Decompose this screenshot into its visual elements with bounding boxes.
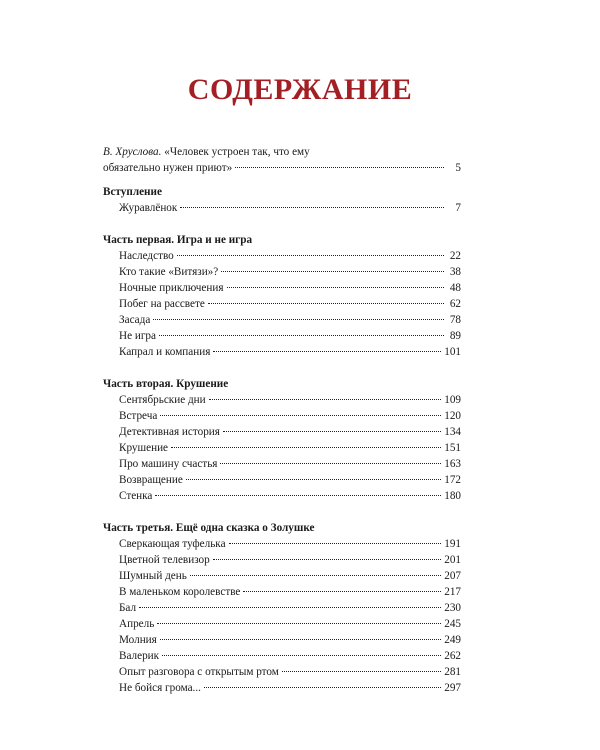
toc-entry[interactable] xyxy=(103,408,461,424)
dot-leader xyxy=(227,287,444,288)
toc-entry-title: Опыт разговора с открытым ртом xyxy=(119,666,279,678)
toc-entry-title: Наследство xyxy=(119,250,174,262)
toc-entry[interactable] xyxy=(103,456,461,472)
toc-entry-page: 151 xyxy=(444,442,461,454)
toc-entry-page: 297 xyxy=(444,682,461,694)
toc-entry-page: 245 xyxy=(444,618,461,630)
toc-entry-page: 134 xyxy=(444,426,461,438)
toc-entry[interactable] xyxy=(103,600,461,616)
dot-leader xyxy=(153,319,444,320)
toc-entry-page: 120 xyxy=(444,410,461,422)
toc-entry-title: Цветной телевизор xyxy=(119,554,210,566)
toc-entry-title: Шумный день xyxy=(119,570,187,582)
dot-leader xyxy=(139,607,441,608)
section-heading: Часть третья. Ещё одна сказка о Золушке xyxy=(103,522,315,534)
toc-entry[interactable] xyxy=(103,200,461,216)
toc-entry-page: 262 xyxy=(444,650,461,662)
toc-entry[interactable] xyxy=(103,648,461,664)
toc-entry[interactable] xyxy=(103,264,461,280)
intro-text-line-1: «Человек устроен так, что ему xyxy=(161,146,310,158)
intro-author: В. Хруслова. xyxy=(103,146,162,158)
toc-entry-page: 230 xyxy=(444,602,461,614)
toc-entry-title: Валерик xyxy=(119,650,160,662)
dot-leader xyxy=(213,559,441,560)
section-spacer xyxy=(103,216,461,232)
section-heading: Часть вторая. Крушение xyxy=(103,378,229,390)
toc-entry-title: Детективная история xyxy=(119,426,220,438)
toc-entry-page: 180 xyxy=(444,490,461,502)
toc-entry-title: Апрель xyxy=(119,618,155,630)
toc-entry-page: 62 xyxy=(449,298,461,310)
intro-entry-line-2[interactable] xyxy=(103,160,461,176)
dot-leader xyxy=(220,463,441,464)
dot-leader xyxy=(157,623,441,624)
toc-entry-page: 89 xyxy=(449,330,461,342)
toc-entry[interactable] xyxy=(103,584,461,600)
toc-entry-title: Журавлёнок xyxy=(119,202,178,214)
toc-entry-title: Не игра xyxy=(119,330,156,342)
toc-entry[interactable] xyxy=(103,248,461,264)
section-spacer xyxy=(103,504,461,520)
toc-entry-title: Стенка xyxy=(119,490,153,502)
toc-entry-page: 281 xyxy=(444,666,461,678)
dot-leader xyxy=(235,167,444,168)
toc-entry[interactable] xyxy=(103,552,461,568)
toc-entry-title: Побег на рассвете xyxy=(119,298,205,310)
dot-leader xyxy=(223,431,441,432)
toc-entry[interactable] xyxy=(103,392,461,408)
toc-entry-page: 172 xyxy=(444,474,461,486)
toc-entry-title: Капрал и компания xyxy=(119,346,211,358)
dot-leader xyxy=(155,495,441,496)
dot-leader xyxy=(160,639,441,640)
dot-leader xyxy=(159,335,444,336)
toc-entry-title: Бал xyxy=(119,602,137,614)
dot-leader xyxy=(282,671,441,672)
dot-leader xyxy=(177,255,444,256)
dot-leader xyxy=(180,207,444,208)
dot-leader xyxy=(243,591,441,592)
dot-leader xyxy=(162,655,441,656)
section-spacer xyxy=(103,360,461,376)
dot-leader xyxy=(229,543,442,544)
toc-entry-title: Не бойся грома... xyxy=(119,682,201,694)
toc-entry-page: 201 xyxy=(444,554,461,566)
toc-entry[interactable] xyxy=(103,536,461,552)
toc-entry-page: 7 xyxy=(455,202,461,214)
toc-entry-page: 38 xyxy=(449,266,461,278)
toc-entry[interactable] xyxy=(103,488,461,504)
toc-entry[interactable] xyxy=(103,472,461,488)
toc-entry[interactable] xyxy=(103,280,461,296)
toc-entry[interactable] xyxy=(103,312,461,328)
toc-entry-page: 249 xyxy=(444,634,461,646)
table-of-contents xyxy=(103,144,461,696)
dot-leader xyxy=(186,479,441,480)
toc-entry-page: 101 xyxy=(444,346,461,358)
toc-entry-title: Возвращение xyxy=(119,474,183,486)
toc-entry-page: 22 xyxy=(449,250,461,262)
toc-entry[interactable] xyxy=(103,664,461,680)
section-spacer xyxy=(103,176,461,184)
toc-entry-title: Крушение xyxy=(119,442,169,454)
toc-entry-page: 191 xyxy=(444,538,461,550)
dot-leader xyxy=(213,351,441,352)
dot-leader xyxy=(208,303,444,304)
toc-entry-title: Засада xyxy=(119,314,151,326)
toc-entry-page: 109 xyxy=(444,394,461,406)
toc-entry[interactable] xyxy=(103,616,461,632)
toc-entry-page: 217 xyxy=(444,586,461,598)
dot-leader xyxy=(209,399,442,400)
toc-entry[interactable] xyxy=(103,344,461,360)
intro-text-line-2: обязательно нужен приют» xyxy=(103,162,233,174)
toc-entry-title: Сентябрьские дни xyxy=(119,394,206,406)
toc-entry-title: В маленьком королевстве xyxy=(119,586,241,598)
section-heading: Вступление xyxy=(103,186,162,198)
toc-entry[interactable] xyxy=(103,440,461,456)
toc-entry[interactable] xyxy=(103,296,461,312)
toc-entry[interactable] xyxy=(103,568,461,584)
dot-leader xyxy=(221,271,444,272)
dot-leader xyxy=(160,415,441,416)
toc-entry-title: Кто такие «Витязи»? xyxy=(119,266,219,278)
toc-entry[interactable] xyxy=(103,680,461,696)
toc-entry[interactable] xyxy=(103,632,461,648)
toc-sections xyxy=(103,176,461,696)
dot-leader xyxy=(190,575,441,576)
toc-entry[interactable] xyxy=(103,424,461,440)
toc-entry-title: Молния xyxy=(119,634,157,646)
toc-entry-page: 78 xyxy=(449,314,461,326)
page-title: СОДЕРЖАНИЕ xyxy=(187,73,413,106)
intro-entry-line-1 xyxy=(103,144,461,160)
toc-entry-page: 48 xyxy=(449,282,461,294)
dot-leader xyxy=(171,447,441,448)
toc-entry-title: Сверкающая туфелька xyxy=(119,538,226,550)
section-heading: Часть первая. Игра и не игра xyxy=(103,234,253,246)
toc-entry-title: Встреча xyxy=(119,410,158,422)
toc-entry-page: 207 xyxy=(444,570,461,582)
toc-entry[interactable] xyxy=(103,328,461,344)
dot-leader xyxy=(204,687,441,688)
toc-entry-title: Про машину счастья xyxy=(119,458,218,470)
toc-entry-title: Ночные приключения xyxy=(119,282,224,294)
toc-entry-page: 163 xyxy=(444,458,461,470)
intro-page: 5 xyxy=(455,162,461,174)
